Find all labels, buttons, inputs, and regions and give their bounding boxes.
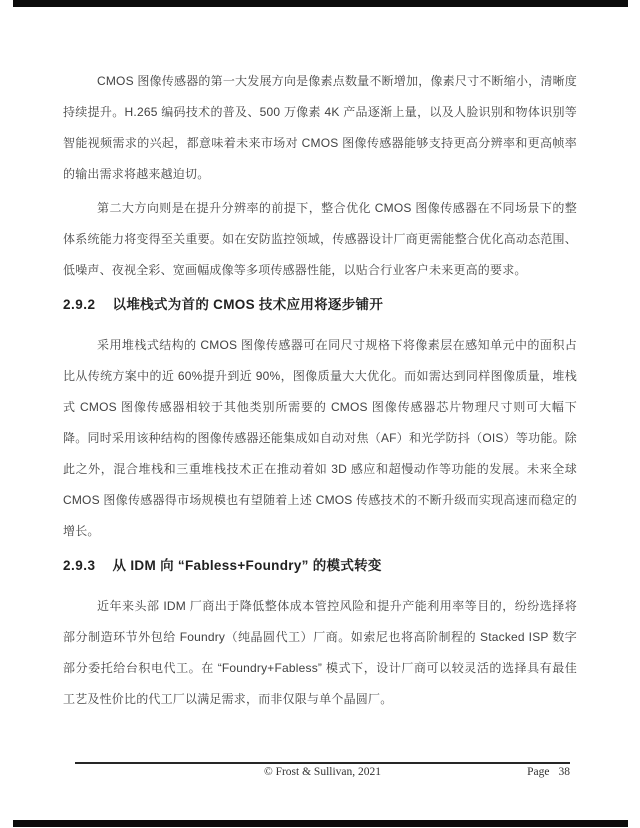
section-heading-2-9-2 [63,295,577,315]
page-bottom-edge-bar [13,820,628,827]
paragraph-1: CMOS 图像传感器的第一大发展方向是像素点数量不断增加，像素尺寸不断缩小，清晰度持续提升。H.265 编码技术的普及、500 万像素 4K 产品逐渐上量，以及人脸识别和物体识别等智能视频需求的兴起，都意味着未来市场对 CMOS 图像传感器能够支持更高分辨率和更高帧率的输出需求将越来越迫切。 [63,74,577,181]
page-top-edge-bar [13,0,628,7]
page-content [63,66,577,718]
section-number: 2.9.3 [63,558,96,573]
page-footer [75,766,570,788]
section-heading-2-9-3 [63,556,577,576]
paragraph-4: 近年来头部 IDM 厂商出于降低整体成本管控风险和提升产能利用率等目的，纷纷选择将部分制造环节外包给 Foundry（纯晶圆代工）厂商。如索尼也将高阶制程的 Stacked ISP 数字部分委托给台积电代工。在 “Foundry+Fabless” 模式下，设计厂商可以较灵活的选择具有最佳工艺及性价比的代工厂以满足需求，而非仅限与单个晶圆厂。 [63,599,577,706]
paragraph-2: 第二大方向则是在提升分辨率的前提下，整合优化 CMOS 图像传感器在不同场景下的整体系统能力将变得至关重要。如在安防监控领域，传感器设计厂商更需能整合优化高动态范围、低噪声、夜视全彩、宽画幅成像等多项传感器性能，以贴合行业客户未来更高的要求。 [63,201,577,277]
footer-page-number [527,766,570,778]
page-label: Page [527,766,550,778]
footer-copyright: © Frost & Sullivan, 2021 [263,766,382,778]
section-title: 以堆栈式为首的 CMOS 技术应用将逐步铺开 [112,297,384,312]
footer-divider-rule [75,762,570,764]
paragraph-3: 采用堆栈式结构的 CMOS 图像传感器可在同尺寸规格下将像素层在感知单元中的面积占比从传统方案中的近 60%提升到近 90%，图像质量大大优化。而如需达到同样图像质量，堆栈式 CMOS 图像传感器相较于其他类别所需要的 CMOS 图像传感器芯片物理尺寸则可大幅下降。同时采用该种结构的图像传感器还能集成如自动对焦（AF）和光学防抖（OIS）等功能。除此之外，混合堆栈和三重堆栈技术正在推动着如 3D 感应和超慢动作等功能的发展。未来全球 CMOS 图像传感器得市场规模也有望随着上述 CMOS 传感技术的不断升级而实现高速而稳定的增长。 [63,338,577,538]
page-number-value: 38 [558,766,570,778]
section-number: 2.9.2 [63,297,96,312]
section-title: 从 IDM 向 “Fabless+Foundry” 的模式转变 [112,558,382,573]
